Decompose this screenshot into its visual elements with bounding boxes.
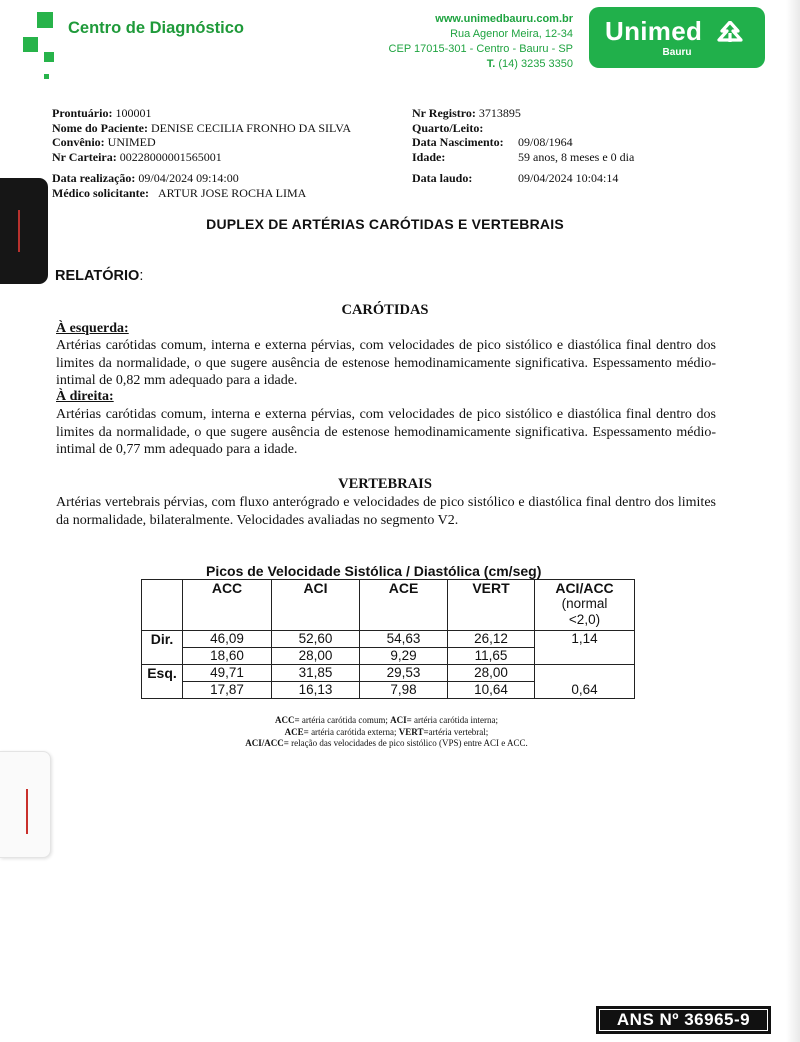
table-cell: 10,64 [448, 682, 535, 699]
legend-line-2: ACE= artéria carótida externa; VERT=artéria vertebral; [284, 726, 489, 737]
report-heading: RELATÓRIO: [55, 268, 144, 284]
left-side-text: Artérias carótidas comum, interna e externa pérvias, com velocidades de pico sistólico e diastólica final dentro dos limites da normalidade, o que sugere ausência de estenose hemodinamicamente significativa. Espessamento médio-intimal de 0,82 mm adequado para a idade. [56, 338, 716, 388]
table-cell: 11,65 [448, 648, 535, 665]
row-label-esq: Esq. [142, 665, 183, 699]
col-header-vert: VERT [448, 580, 535, 631]
table-cell: 52,60 [272, 631, 360, 648]
col-header-acc: ACC [183, 580, 272, 631]
table-cell: 9,29 [360, 648, 448, 665]
logo-square-icon [37, 12, 53, 28]
website: www.unimedbauru.com.br [435, 13, 573, 25]
table-cell: 18,60 [183, 648, 272, 665]
right-side-text: Artérias carótidas comum, interna e externa pérvias, com velocidades de pico sistólico e diastólica final dentro dos limites da normalidade, o que sugere ausência de estenose hemodinamicamente significativa. Espessamento médio-intimal de 0,77 mm adequado para a idade. [56, 407, 716, 457]
address-line-1: Rua Agenor Meira, 12-34 [450, 28, 573, 40]
table-cell: 31,85 [272, 665, 360, 682]
page-edge-shadow [786, 0, 800, 1042]
ratio-cell-esq: 0,64 [535, 665, 635, 699]
col-header-ratio: ACI/ACC (normal <2,0) [535, 580, 635, 631]
col-header-aci: ACI [272, 580, 360, 631]
brand-name: Centro de Diagnóstico [68, 19, 245, 37]
table-cell: 7,98 [360, 682, 448, 699]
table-cell: 54,63 [360, 631, 448, 648]
phone: T. (14) 3235 3350 [486, 58, 573, 70]
legend-line-1: ACC= artéria carótida comum; ACI= artéria carótida interna; [275, 715, 498, 725]
laudo-row: Data laudo: 09/04/2024 10:04:14 [412, 171, 619, 185]
unimed-city: Bauru [662, 47, 692, 58]
idade-row: Idade: 59 anos, 8 meses e 0 dia [412, 149, 635, 164]
binder-tab [0, 178, 48, 284]
registro-row: Nr Registro: 3713895 [412, 106, 521, 120]
row-label-dir: Dir. [142, 631, 183, 665]
logo-square-icon [23, 37, 38, 52]
logo-square-icon [44, 74, 49, 79]
convenio-row: Convênio: UNIMED [52, 135, 156, 149]
paper-clip-tab [0, 751, 51, 858]
logo-square-icon [44, 52, 54, 62]
table-row [142, 665, 635, 682]
left-side-label: À esquerda: [56, 321, 129, 336]
table-row [142, 631, 635, 648]
exam-title: DUPLEX DE ARTÉRIAS CARÓTIDAS E VERTEBRAIS [206, 216, 564, 232]
carteira-row: Nr Carteira: 00228000001565001 [52, 149, 222, 164]
carotidas-title: CARÓTIDAS [341, 302, 429, 318]
vertebrais-text: Artérias vertebrais pérvias, com fluxo anterógrado e velocidades de pico sistólico e diastólica final dentro dos limites da normalidade, bilateralmente. Velocidades avaliadas no segmento V2. [56, 495, 716, 528]
patient-name-row: Nome do Paciente: DENISE CECILIA FRONHO DA SILVA [52, 120, 352, 135]
prontuario-row: Prontuário: 100001 [52, 106, 152, 120]
quarto-row: Quarto/Leito: [412, 120, 484, 135]
unimed-logo-text: Unimed [605, 16, 703, 46]
patient-info-right [412, 106, 634, 186]
ans-badge [596, 1006, 771, 1034]
table-cell: 17,87 [183, 682, 272, 699]
table-cell: 26,12 [448, 631, 535, 648]
vertebrais-title: VERTEBRAIS [338, 476, 432, 492]
nascimento-row: Data Nascimento: 09/08/1964 [412, 135, 573, 149]
binder-tab-mark [18, 210, 20, 252]
velocity-table [141, 579, 635, 699]
velocity-table-title: Picos de Velocidade Sistólica / Diastólica (cm/seg) [206, 563, 542, 579]
table-cell: 16,13 [272, 682, 360, 699]
diagnostic-center-logo [20, 10, 64, 80]
col-header-ace: ACE [360, 580, 448, 631]
address-line-2: CEP 17015-301 - Centro - Bauru - SP [388, 43, 573, 55]
table-cell: 49,71 [183, 665, 272, 682]
ratio-cell-dir: 1,14 [535, 631, 635, 665]
table-cell: 28,00 [448, 665, 535, 682]
patient-info-left [52, 106, 351, 200]
table-corner [142, 580, 183, 631]
table-cell: 46,09 [183, 631, 272, 648]
unimed-logo [589, 7, 765, 68]
table-cell: 28,00 [272, 648, 360, 665]
paper-clip-mark [26, 789, 28, 834]
ans-number: ANS Nº 36965-9 [599, 1009, 768, 1031]
contact-block [389, 12, 573, 72]
table-legend [141, 715, 632, 750]
legend-line-3: ACI/ACC= relação das velocidades de pico sistólico (VPS) entre ACI e ACC. [245, 738, 528, 748]
table-cell: 29,53 [360, 665, 448, 682]
medico-row: Médico solicitante: ARTUR JOSE ROCHA LIMA [52, 185, 307, 200]
realizacao-row: Data realização: 09/04/2024 09:14:00 [52, 171, 239, 185]
right-side-label: À direita: [56, 389, 114, 404]
unimed-tree-icon [715, 21, 745, 43]
